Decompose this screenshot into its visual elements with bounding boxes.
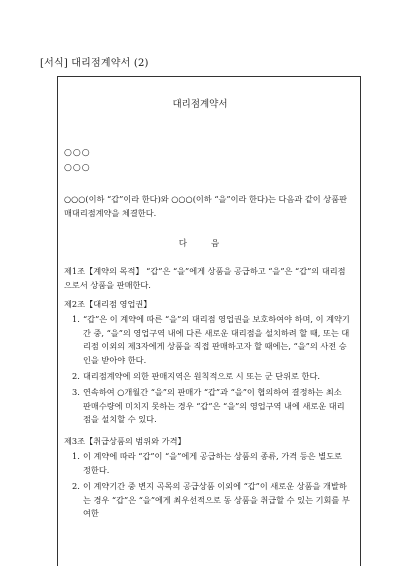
item-text: “갑”은 이 계약에 따른 “을”의 대리점 영업권을 보호하여야 하며, 이 계약기간 중, “을”의 영업구역 내에 다른 새로운 대리점을 설치하려 할 때, 또는 대리점 이외의 제3자에게 상품을 직접 판매하고자 할 때에는, “을”의 사전 승인을 받아야 한다. xyxy=(83,314,350,365)
item-text: 이 계약기간 중 변지 곡목의 공급상품 이외에 “갑”이 새로운 상품을 개발하는 경우 “갑”은 “을”에게 최우선적으로 동 상품을 취급할 수 있는 기회를 부여한 xyxy=(83,481,350,518)
article-1-heading: 제1조【계약의 목적】 xyxy=(64,266,144,276)
damum-char-2: 음 xyxy=(211,239,222,249)
item-number: 1. xyxy=(72,314,80,324)
item-text: 이 계약에 따라 “갑”이 “을”에게 공급하는 상품의 종류, 가격 등은 별도로 정한다. xyxy=(83,451,342,475)
party-2: ○○○ xyxy=(64,163,91,173)
article-2-item-2 xyxy=(72,370,350,384)
article-1 xyxy=(64,264,350,292)
item-number: 3. xyxy=(72,387,80,397)
article-2-item-3 xyxy=(72,386,350,427)
article-3-item-2 xyxy=(72,480,350,521)
intro-paragraph: ○○○(이하 “갑”이라 한다)와 ○○○(이하 “을”이라 한다)는 다음과 같이 상품판매대리점계약을 체결한다. xyxy=(64,194,348,218)
party-1: ○○○ xyxy=(64,148,91,158)
item-text: 연속하여 ○개월간 “을”의 판매가 “갑”과 “을”이 협의하여 결정하는 최소 판매수량에 미치지 못하는 경우 “갑”은 “을”의 영업구역 내에 새로운 대리점을 설치할 수 있다. xyxy=(83,387,345,424)
item-number: 2. xyxy=(72,481,80,491)
document-title: 대리점계약서 xyxy=(172,99,228,110)
article-3-item-1 xyxy=(72,450,350,477)
article-2-heading: 제2조【대리점 영업권】 xyxy=(64,299,152,309)
article-1-body: “갑”은 “을”에게 상품을 공급하고 “을”은 “갑”의 대리점으로서 상품을 판매한다. xyxy=(64,266,346,290)
item-number: 1. xyxy=(72,451,80,461)
damum-char-1: 다 xyxy=(178,239,189,249)
item-number: 2. xyxy=(72,371,80,381)
article-3-heading: 제3조【취급상품의 범위와 가격】 xyxy=(64,436,186,446)
damum-heading xyxy=(0,237,400,249)
form-label: [서식] 대리점계약서 (2) xyxy=(40,58,149,69)
article-2-item-1 xyxy=(72,313,350,367)
item-text: 대리점계약에 의한 판매지역은 원칙적으로 시 또는 군 단위로 한다. xyxy=(83,371,320,381)
